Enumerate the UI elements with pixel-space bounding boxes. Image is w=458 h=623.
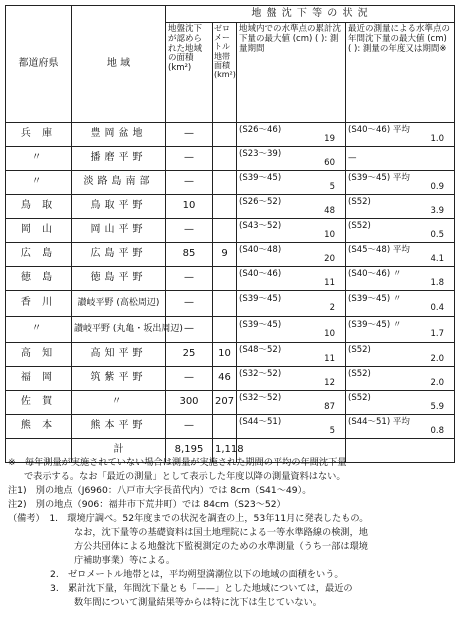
recent-cell bbox=[346, 317, 455, 343]
region-cell: 淡路島南部 bbox=[72, 171, 166, 195]
pref-cell: 〃 bbox=[6, 317, 72, 343]
note-line: 庁補助事業）等による。 bbox=[74, 555, 176, 566]
cumulative-period: (S26～46) bbox=[239, 124, 282, 135]
table-row bbox=[6, 195, 455, 219]
recent-period: — bbox=[348, 153, 357, 164]
pref-cell: 兵 庫 bbox=[6, 123, 72, 147]
cumulative-period: (S39～45) bbox=[239, 172, 282, 183]
region-cell: 熊本平野 bbox=[72, 415, 166, 439]
recent-cell bbox=[346, 171, 455, 195]
cumulative-cell bbox=[237, 367, 346, 391]
cumulative-cell bbox=[237, 317, 346, 343]
cumulative-cell bbox=[237, 147, 346, 171]
table-row bbox=[6, 367, 455, 391]
cumulative-value: 11 bbox=[324, 277, 335, 288]
recent-period: (S52) bbox=[348, 344, 371, 355]
area-cell: 10 bbox=[166, 195, 213, 219]
recent-cell bbox=[346, 367, 455, 391]
cumulative-cell bbox=[237, 415, 346, 439]
recent-period: (S45～48) 平均 bbox=[348, 244, 410, 255]
cumulative-cell bbox=[237, 243, 346, 267]
cumulative-period: (S44～51) bbox=[239, 416, 282, 427]
header-recent: 最近の測量による水準点の年間沈下量の最大値 (cm) ( ): 測量の年度又は期間※ bbox=[346, 23, 455, 123]
area-cell: — bbox=[166, 367, 213, 391]
cumulative-period: (S39～45) bbox=[239, 319, 282, 330]
note-line: 注2) 別の地点（906：福井市下荒井町）では 84cm（S23～52） bbox=[8, 499, 286, 510]
cumulative-period: (S40～46) bbox=[239, 268, 282, 279]
cumulative-value: 11 bbox=[324, 353, 335, 364]
note-line: ※ 毎年測量が実施されていない場合は測量が実施された期間の平均の年間沈下量 bbox=[8, 457, 347, 468]
zero-cell: 10 bbox=[213, 343, 237, 367]
recent-cell bbox=[346, 147, 455, 171]
cumulative-value: 5 bbox=[329, 425, 335, 436]
header-zero: ゼロメートル地帯面積 (km²) bbox=[213, 23, 237, 123]
zero-cell: 9 bbox=[213, 243, 237, 267]
recent-cell bbox=[346, 243, 455, 267]
recent-cell bbox=[346, 267, 455, 291]
area-cell: — bbox=[166, 267, 213, 291]
region-cell: 筑紫平野 bbox=[72, 367, 166, 391]
area-cell: 300 bbox=[166, 391, 213, 415]
recent-period: (S52) bbox=[348, 196, 371, 207]
pref-cell: 熊 本 bbox=[6, 415, 72, 439]
pref-cell: 鳥 取 bbox=[6, 195, 72, 219]
recent-value: 2.0 bbox=[430, 353, 445, 364]
cumulative-cell bbox=[237, 195, 346, 219]
table-row bbox=[6, 415, 455, 439]
area-cell: 85 bbox=[166, 243, 213, 267]
cumulative-value: 20 bbox=[324, 253, 335, 264]
cumulative-period: (S26～52) bbox=[239, 196, 282, 207]
pref-cell: 岡 山 bbox=[6, 219, 72, 243]
cumulative-value: 60 bbox=[324, 157, 335, 168]
zero-cell bbox=[213, 147, 237, 171]
table-row bbox=[6, 147, 455, 171]
recent-period: (S40～46) 平均 bbox=[348, 124, 410, 135]
note-line: 数年間について測量結果等からは特に沈下は生じていない。 bbox=[74, 597, 322, 608]
recent-period: (S52) bbox=[348, 220, 371, 231]
area-cell: — bbox=[166, 291, 213, 317]
subsidence-table bbox=[5, 5, 455, 463]
region-cell: 広島平野 bbox=[72, 243, 166, 267]
recent-cell bbox=[346, 195, 455, 219]
note-line: 方公共団体による地盤沈下監視測定のための水準測量（うち一部は環境 bbox=[74, 541, 368, 552]
zero-cell bbox=[213, 317, 237, 343]
zero-cell bbox=[213, 267, 237, 291]
recent-cell bbox=[346, 123, 455, 147]
header-title: 地 盤 沈 下 等 の 状 況 bbox=[166, 6, 455, 23]
table-row bbox=[6, 291, 455, 317]
recent-period: (S40～46) 〃 bbox=[348, 268, 402, 279]
pref-cell: 〃 bbox=[6, 147, 72, 171]
pref-cell: 広 島 bbox=[6, 243, 72, 267]
recent-value: 3.9 bbox=[430, 205, 445, 216]
cumulative-period: (S32～52) bbox=[239, 368, 282, 379]
recent-value: 5.9 bbox=[430, 401, 445, 412]
recent-value: 2.0 bbox=[430, 377, 445, 388]
recent-value: 0.4 bbox=[430, 302, 445, 313]
table-row bbox=[6, 243, 455, 267]
pref-cell: 福 岡 bbox=[6, 367, 72, 391]
zero-cell bbox=[213, 291, 237, 317]
recent-cell bbox=[346, 391, 455, 415]
pref-cell: 高 知 bbox=[6, 343, 72, 367]
recent-cell bbox=[346, 219, 455, 243]
table-body bbox=[6, 123, 455, 439]
cumulative-period: (S32～52) bbox=[239, 392, 282, 403]
table-row bbox=[6, 267, 455, 291]
note-line: 2. ゼロメートル地帯とは，平均朔望満潮位以下の地域の面積をいう。 bbox=[50, 569, 344, 580]
zero-cell bbox=[213, 195, 237, 219]
note-line: 3. 累計沈下量，年間沈下量とも「——」とした地域については，最近の bbox=[50, 583, 353, 594]
note-line: （備考） 1. 環境庁調べ。52年度までの状況を調査の上，53年11月に発表したもの。 bbox=[8, 513, 369, 524]
recent-period: (S52) bbox=[348, 392, 371, 403]
cumulative-period: (S40～48) bbox=[239, 244, 282, 255]
recent-period: (S52) bbox=[348, 368, 371, 379]
area-cell: — bbox=[166, 219, 213, 243]
notes-section bbox=[8, 456, 448, 610]
cumulative-value: 12 bbox=[324, 377, 335, 388]
total-area: 8,195 bbox=[166, 439, 213, 463]
region-cell: 岡山平野 bbox=[72, 219, 166, 243]
cumulative-value: 10 bbox=[324, 229, 335, 240]
recent-value: 1.7 bbox=[430, 328, 445, 339]
cumulative-period: (S43～52) bbox=[239, 220, 282, 231]
recent-cell bbox=[346, 291, 455, 317]
cumulative-cell bbox=[237, 391, 346, 415]
cumulative-value: 10 bbox=[324, 328, 335, 339]
total-zero: 1,118 bbox=[213, 439, 237, 463]
cumulative-value: 48 bbox=[324, 205, 335, 216]
cumulative-period: (S48～52) bbox=[239, 344, 282, 355]
region-cell: 讃岐平野 (丸亀・坂出周辺) bbox=[72, 317, 166, 343]
zero-cell bbox=[213, 415, 237, 439]
region-cell: 播磨平野 bbox=[72, 147, 166, 171]
recent-period: (S44～51) 平均 bbox=[348, 416, 410, 427]
cumulative-value: 87 bbox=[324, 401, 335, 412]
recent-value: 1.0 bbox=[430, 133, 445, 144]
zero-cell: 207 bbox=[213, 391, 237, 415]
area-cell: — bbox=[166, 147, 213, 171]
cumulative-cell bbox=[237, 123, 346, 147]
cumulative-cell bbox=[237, 171, 346, 195]
cumulative-value: 5 bbox=[329, 181, 335, 192]
pref-cell: 香 川 bbox=[6, 291, 72, 317]
cumulative-period: (S23～39) bbox=[239, 148, 282, 159]
pref-cell: 徳 島 bbox=[6, 267, 72, 291]
region-cell: 高知平野 bbox=[72, 343, 166, 367]
pref-cell: 佐 賀 bbox=[6, 391, 72, 415]
recent-value: 0.5 bbox=[430, 229, 445, 240]
cumulative-cell bbox=[237, 291, 346, 317]
table-row bbox=[6, 123, 455, 147]
note-line: で表示する。なお「最近の測量」として表示した年度以降の測量資料はない。 bbox=[24, 471, 346, 482]
region-cell: 讃岐平野 (高松周辺) bbox=[72, 291, 166, 317]
cumulative-cell bbox=[237, 219, 346, 243]
table-row bbox=[6, 391, 455, 415]
recent-value: 4.1 bbox=[430, 253, 445, 264]
region-cell: 徳島平野 bbox=[72, 267, 166, 291]
table-row bbox=[6, 219, 455, 243]
area-cell: — bbox=[166, 415, 213, 439]
zero-cell bbox=[213, 123, 237, 147]
cumulative-cell bbox=[237, 343, 346, 367]
total-label: 計 bbox=[72, 439, 166, 463]
zero-cell bbox=[213, 219, 237, 243]
area-cell: — bbox=[166, 123, 213, 147]
recent-value: 0.9 bbox=[430, 181, 445, 192]
area-cell: 25 bbox=[166, 343, 213, 367]
region-cell: 〃 bbox=[72, 391, 166, 415]
header-region: 地 域 bbox=[72, 6, 166, 123]
area-cell: — bbox=[166, 171, 213, 195]
recent-period: (S39～45) 〃 bbox=[348, 319, 402, 330]
region-cell: 鳥取平野 bbox=[72, 195, 166, 219]
table-row bbox=[6, 317, 455, 343]
table-row bbox=[6, 171, 455, 195]
zero-cell: 46 bbox=[213, 367, 237, 391]
region-cell: 豊岡盆地 bbox=[72, 123, 166, 147]
zero-cell bbox=[213, 171, 237, 195]
header-cumulative: 地域内での水準点の累計沈下量の最大値 (cm) ( ): 測量期間 bbox=[237, 23, 346, 123]
recent-value: 0.8 bbox=[430, 425, 445, 436]
pref-cell: 〃 bbox=[6, 171, 72, 195]
cumulative-cell bbox=[237, 267, 346, 291]
note-line: 注1) 別の地点（J6960：八戸市大字長苗代内）では 8cm（S41～49）。 bbox=[8, 485, 312, 496]
recent-period: (S39～45) 平均 bbox=[348, 172, 410, 183]
recent-value: 1.8 bbox=[430, 277, 445, 288]
recent-cell bbox=[346, 415, 455, 439]
note-line: なお，沈下量等の基礎資料は国土地理院による一等水準路線の検測，地 bbox=[74, 527, 368, 538]
area-cell: — bbox=[166, 317, 213, 343]
cumulative-period: (S39～45) bbox=[239, 293, 282, 304]
cumulative-value: 19 bbox=[324, 133, 335, 144]
header-area: 地盤沈下が認められた地域の面積 (km²) bbox=[166, 23, 213, 123]
recent-period: (S39～45) 〃 bbox=[348, 293, 402, 304]
cumulative-value: 2 bbox=[329, 302, 335, 313]
table-row bbox=[6, 343, 455, 367]
recent-cell bbox=[346, 343, 455, 367]
header-pref: 都道府県 bbox=[6, 6, 72, 123]
